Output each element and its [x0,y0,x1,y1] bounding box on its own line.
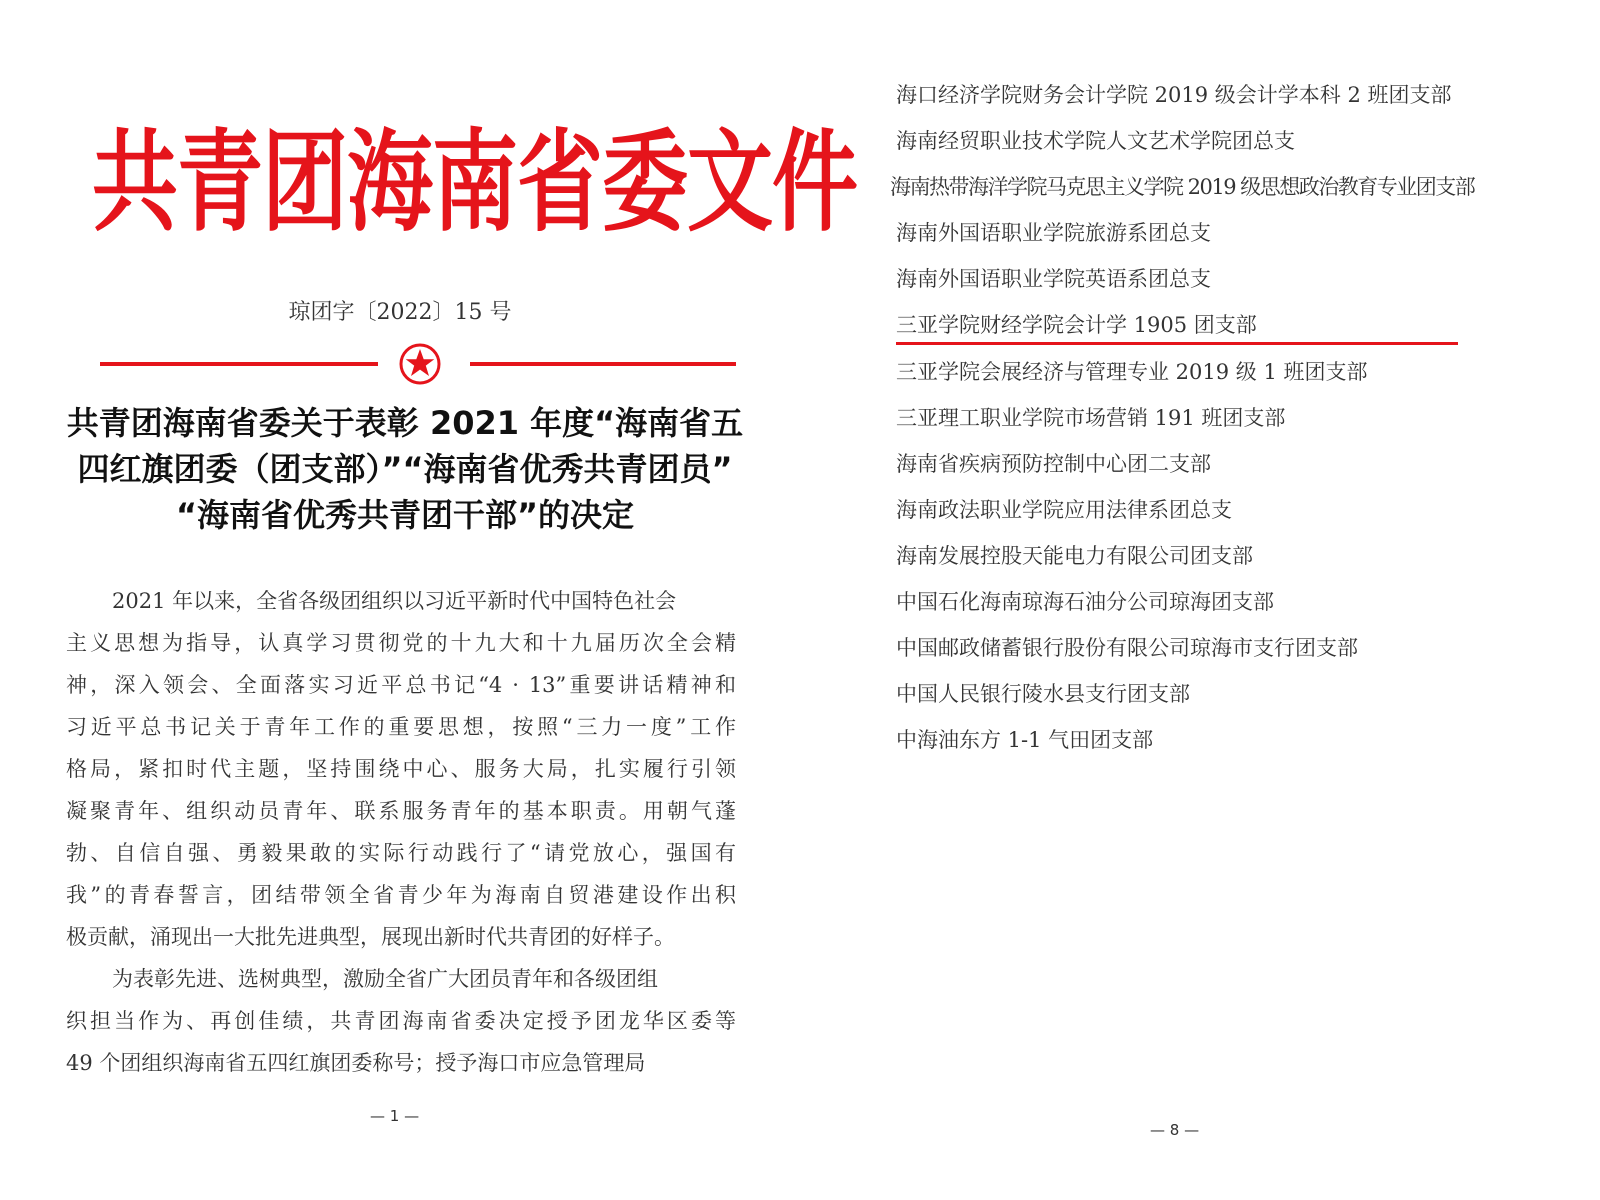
page-number: — 8 — [1150,1121,1200,1139]
list-item: 中海油东方 1-1 气田团支部 [896,728,1154,753]
list-item: 海南政法职业学院应用法律系团总支 [896,497,1232,522]
red-divider-left [100,362,378,366]
red-underline-rule [896,342,1458,345]
body-line: 主义思想为指导，认真学习贯彻党的十九大和十九届历次全会精 [66,631,736,655]
organization-list [890,72,1576,763]
body-line: 极贡献，涌现出一大批先进典型，展现出新时代共青团的好样子。 [66,925,675,949]
masthead-title: 共青团海南省委文件 [92,119,857,248]
body-line: 为表彰先进、选树典型，激励全省广大团员青年和各级团组 [112,967,658,991]
document-title [60,400,750,538]
title-line: 四红旗团委（团支部）”“海南省优秀共青团员” [77,450,733,488]
list-item: 海南热带海洋学院马克思主义学院 2019 级思想政治教育专业团支部 [890,175,1475,200]
body-line: 格局，紧扣时代主题，坚持围绕中心、服务大局，扎实履行引领 [66,757,736,781]
body-line: 勃、自信自强、勇毅果敢的实际行动践行了“请党放心，强国有 [66,841,736,865]
list-item: 海口经济学院财务会计学院 2019 级会计学本科 2 班团支部 [896,83,1452,107]
list-item: 中国人民银行陵水县支行团支部 [896,682,1190,707]
list-item: 三亚学院会展经济与管理专业 2019 级 1 班团支部 [896,359,1368,384]
body-line: 我”的青春誓言，团结带领全省青少年为海南自贸港建设作出积 [66,883,736,907]
body-line: 习近平总书记关于青年工作的重要思想，按照“三力一度”工作 [66,715,736,739]
body-line: 织担当作为、再创佳绩，共青团海南省委决定授予团龙华区委等 [66,1009,736,1033]
list-item: 三亚学院财经学院会计学 1905 团支部 [896,313,1257,338]
document-page-8 [800,0,1600,1200]
red-star-emblem-icon [399,343,441,385]
list-item: 海南发展控股天能电力有限公司团支部 [896,543,1253,568]
list-item: 海南外国语职业学院英语系团总支 [896,267,1211,292]
list-item: 海南经贸职业技术学院人文艺术学院团总支 [896,129,1295,154]
list-item: 中国邮政储蓄银行股份有限公司琼海市支行团支部 [896,636,1358,661]
list-item: 海南外国语职业学院旅游系团总支 [896,221,1211,246]
document-number: 琼团字〔2022〕15 号 [288,300,512,325]
title-line: 共青团海南省委关于表彰 2021 年度“海南省五 [66,404,744,442]
body-line: 神，深入领会、全面落实习近平总书记“4 · 13”重要讲话精神和 [66,673,736,697]
body-text [66,580,736,1084]
body-line: 凝聚青年、组织动员青年、联系服务青年的基本职责。用朝气蓬 [66,799,736,823]
body-line: 49 个团组织海南省五四红旗团委称号；授予海口市应急管理局 [66,1051,646,1075]
body-line: 2021 年以来，全省各级团组织以习近平新时代中国特色社会 [112,589,677,613]
title-line: “海南省优秀共青团干部”的决定 [175,496,635,534]
list-item: 中国石化海南琼海石油分公司琼海团支部 [896,590,1274,615]
page-number: — 1 — [370,1107,420,1125]
list-item: 三亚理工职业学院市场营销 191 班团支部 [896,405,1286,430]
red-divider-right [470,362,736,366]
list-item: 海南省疾病预防控制中心团二支部 [896,451,1211,476]
